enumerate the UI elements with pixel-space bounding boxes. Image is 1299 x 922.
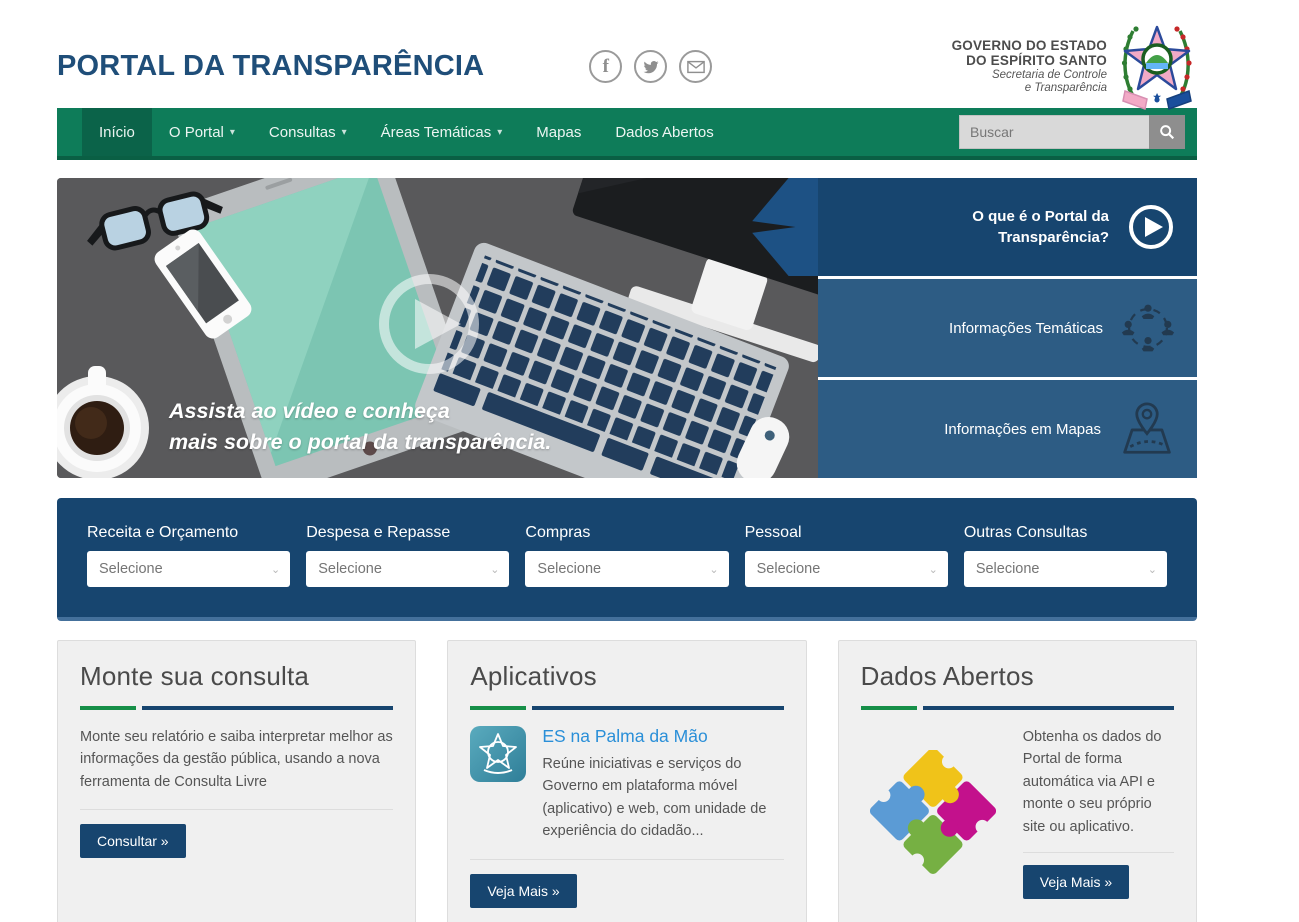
panel-informacoes-tematicas[interactable]: Informações Temáticas xyxy=(818,279,1197,377)
es-palma-da-mao-link[interactable]: ES na Palma da Mão xyxy=(542,726,708,746)
card-title: Aplicativos xyxy=(470,661,597,691)
card-monte-sua-consulta xyxy=(57,640,416,922)
veja-mais-aplicativos-button[interactable]: Veja Mais » xyxy=(470,874,576,908)
chevron-down-icon: ▾ xyxy=(497,126,503,138)
hero-caption: Assista ao vídeo e conheça mais sobre o portal da transparência. xyxy=(169,399,552,455)
card-body: Obtenha os dados do Portal de forma automática via API e monte o seu próprio site ou aplicativo. xyxy=(1022,729,1162,835)
divider xyxy=(470,859,783,860)
select-compras[interactable]: Selecione ⌄ xyxy=(525,551,728,587)
panel-informacoes-em-mapas[interactable]: Informações em Mapas xyxy=(818,380,1197,478)
hero-video-thumbnail[interactable] xyxy=(57,178,818,478)
panel-o-que-e-portal[interactable]: O que é o Portal da Transparência? xyxy=(818,178,1197,276)
twitter-icon[interactable] xyxy=(634,50,667,83)
nav-item-o-portal[interactable]: O Portal ▾ xyxy=(168,123,235,141)
page xyxy=(57,0,1197,922)
group-receita-orcamento: Receita e Orçamento Selecione ⌄ xyxy=(87,524,290,587)
hero-side-panels xyxy=(818,178,1197,478)
social-links xyxy=(589,50,712,83)
card-body: Reúne iniciativas e serviços do Governo em plataforma móvel (aplicativo) e web, com unidade de experiência do cidadão... xyxy=(542,756,767,840)
card-aplicativos xyxy=(447,640,806,922)
select-pessoal[interactable]: Selecione ⌄ xyxy=(745,551,948,587)
consultar-button[interactable]: Consultar » xyxy=(80,824,186,858)
title-underline xyxy=(861,706,1174,710)
puzzle-pieces-icon xyxy=(870,750,996,876)
search-input[interactable] xyxy=(959,115,1149,149)
chevron-down-icon: ▾ xyxy=(229,126,235,138)
chevron-down-icon: ⌄ xyxy=(709,563,719,576)
quick-consult-bar xyxy=(57,498,1197,621)
gov-line3: Secretaria de Controle xyxy=(991,68,1107,81)
group-outras-consultas: Outras Consultas Selecione ⌄ xyxy=(964,524,1167,587)
map-pin-icon xyxy=(1119,402,1175,456)
state-crest-logo xyxy=(1117,21,1197,113)
title-underline xyxy=(470,706,783,710)
search-area xyxy=(959,108,1185,156)
email-icon[interactable] xyxy=(679,50,712,83)
chevron-down-icon: ⌄ xyxy=(1147,563,1158,576)
chevron-down-icon: ⌄ xyxy=(270,563,281,576)
select-despesa-repasse[interactable]: Selecione ⌄ xyxy=(306,551,509,587)
government-branding xyxy=(952,21,1197,113)
hero-banner xyxy=(57,178,1197,478)
nav-item-dados-abertos[interactable]: Dados Abertos xyxy=(615,123,714,141)
chevron-down-icon: ▾ xyxy=(341,126,347,138)
divider xyxy=(80,809,393,810)
gov-line1: GOVERNO DO ESTADO xyxy=(951,37,1107,53)
main-navigation xyxy=(57,108,1197,160)
group-pessoal: Pessoal Selecione ⌄ xyxy=(745,524,948,587)
gov-line4: e Transparência xyxy=(1024,82,1107,95)
nav-item-consultas[interactable]: Consultas ▾ xyxy=(268,123,347,141)
facebook-icon[interactable]: f xyxy=(589,50,622,83)
feature-cards xyxy=(57,640,1197,922)
card-body: Monte seu relatório e saiba interpretar melhor as informações da gestão pública, usando a nova ferramenta de Consulta Livre xyxy=(80,729,393,790)
veja-mais-dados-button[interactable]: Veja Mais » xyxy=(1023,865,1129,899)
chevron-down-icon: ⌄ xyxy=(490,563,500,576)
gov-line2: DO ESPÍRITO SANTO xyxy=(966,53,1107,69)
search-icon xyxy=(1158,123,1176,141)
chevron-down-icon: ⌄ xyxy=(928,563,938,576)
header xyxy=(57,0,1197,105)
es-palma-da-mao-app-icon xyxy=(470,726,526,782)
nav-item-mapas[interactable]: Mapas xyxy=(536,123,582,141)
people-network-icon xyxy=(1121,301,1175,355)
divider xyxy=(1023,852,1174,853)
group-compras: Compras Selecione ⌄ xyxy=(525,524,728,587)
nav-item-areas-tematicas[interactable]: Áreas Temáticas ▾ xyxy=(380,123,503,141)
select-outras-consultas[interactable]: Selecione ⌄ xyxy=(964,551,1167,587)
select-receita-orcamento[interactable]: Selecione ⌄ xyxy=(87,551,290,587)
search-button[interactable] xyxy=(1149,115,1185,149)
page-title: PORTAL DA TRANSPARÊNCIA xyxy=(57,50,485,82)
play-icon xyxy=(1127,203,1175,251)
title-underline xyxy=(80,706,393,710)
group-despesa-repasse: Despesa e Repasse Selecione ⌄ xyxy=(306,524,509,587)
card-title: Monte sua consulta xyxy=(80,661,310,691)
card-title: Dados Abertos xyxy=(860,661,1034,691)
card-dados-abertos xyxy=(838,640,1197,922)
nav-item-inicio[interactable]: Início xyxy=(82,108,152,156)
